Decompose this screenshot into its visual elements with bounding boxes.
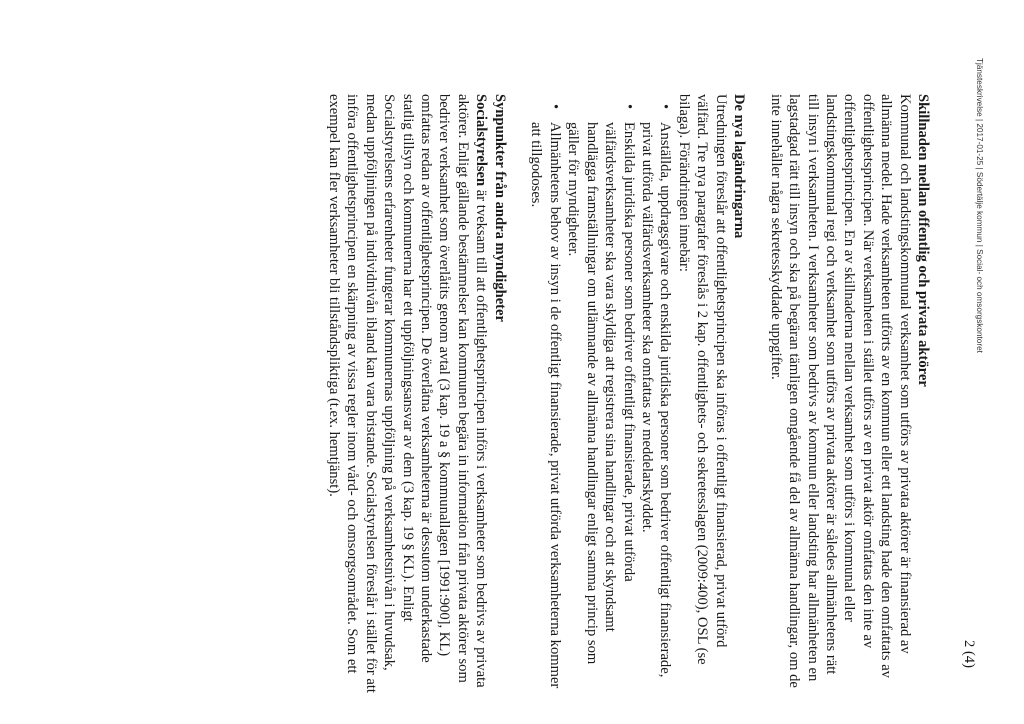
section-differences — [766, 94, 932, 694]
running-header: Tjänsteskrivelse | 2017-01-25 | Södertälje kommun | Social- och omsorgskontoret — [975, 58, 984, 353]
list-item: • Enskilda juridiska personer som bedriver offentligt finansierade, privat utförda välfärdsverksamheter ska vara skyldiga att registrera sina handlingar och att skyndsamt handlägga framställningar om utlämnande av allmänna handlingar enligt samma princip som gäller för myndigheter. — [564, 122, 638, 694]
section-heading: Synpunkter från andra myndigheter — [491, 94, 508, 322]
paragraph: Utredningen föreslår att offentlighetsprincipen ska införas i offentligt finansierad, privat utförd välfärd. Tre nya paragrafer föreslås i 2 kap. offentlighets- och sekretesslagen (2009:400), OSL (se bilaga). Förändringen innebär: — [675, 94, 729, 665]
lead-term: Socialstyrelsen — [473, 94, 490, 187]
bullet-list — [527, 94, 674, 694]
paragraph: Kommunal och landstingskommunal verksamhet som utförs av privata aktörer är finansierad av allmänna medel. Hade verksamheten utförts av en kommun eller ett landsting hade den omfattats av offentlighetsprincipen. När verksamheten i stället utförs av en privat aktör omfattas den inte av offentlighetsprincipen. En av skillnaderna mellan verksamhet som utförs i kommunal eller landstingskommunal regi och verksamhet som utförs av privata aktörer är således allmänhetens rätt till insyn i verksamheten. I verksamheter som bedrivs av kommun eller landsting har allmänheten en lagstadgad rätt till insyn och ska på begäran tämligen omgående få del av allmänna handlingar, om de inte innehåller några sekretesskyddade uppgifter. — [767, 94, 913, 688]
document-body — [325, 94, 932, 694]
list-item: • Allmänhetens behov av insyn i de offentligt finansierade, privat utförda verksamheterna kommer att tillgodoses. — [527, 122, 564, 694]
section-heading: Skillnaden mellan offentlig och privata aktörer — [915, 94, 931, 387]
section-other-authorities — [325, 94, 509, 694]
section-heading: De nya lagändringarna — [730, 94, 747, 239]
paragraph — [325, 94, 491, 694]
section-new-law-changes — [527, 94, 748, 694]
list-item: • Anställda, uppdragsgivare och enskilda juridiska personer som bedriver offentligt finansierade, privat utförda välfärdsverksamheter ska omfattas av meddelarskyddet. — [638, 122, 675, 694]
paragraph-text: är tveksam till att offentlighetsprincipen införs i verksamheter som bedrivs av privata aktörer. Enligt gällande bestämmelser kan kommunen begära in information från privata aktörer som bedriver verksamhet som överlåtits genom avtal (3 kap. 19 a § kommunallagen [1991:900], KL) omfattas redan av offentlighetsprincipen. De överlåtna verksamheterna är dessutom underkastade statlig tillsyn och kommunerna har ett uppföljningsansvar av dem (3 kap. 19 § KL). Enligt Socialstyrelsens erfarenheter fungerar kommunernas uppföljning på verksamhetsnivån i huvudsak, medan uppföljningen på individnivån ibland kan vara bristande. Socialstyrelsen föreslår i stället för att införa offentlighetsprincipen en skärpning av vissa regler inom vård- och omsorgsområdet. Som ett exempel kan fler verksamheter bli tillståndspliktiga (t.ex. hemtjänst). — [326, 94, 490, 693]
page-number: 2 (4) — [961, 640, 977, 668]
